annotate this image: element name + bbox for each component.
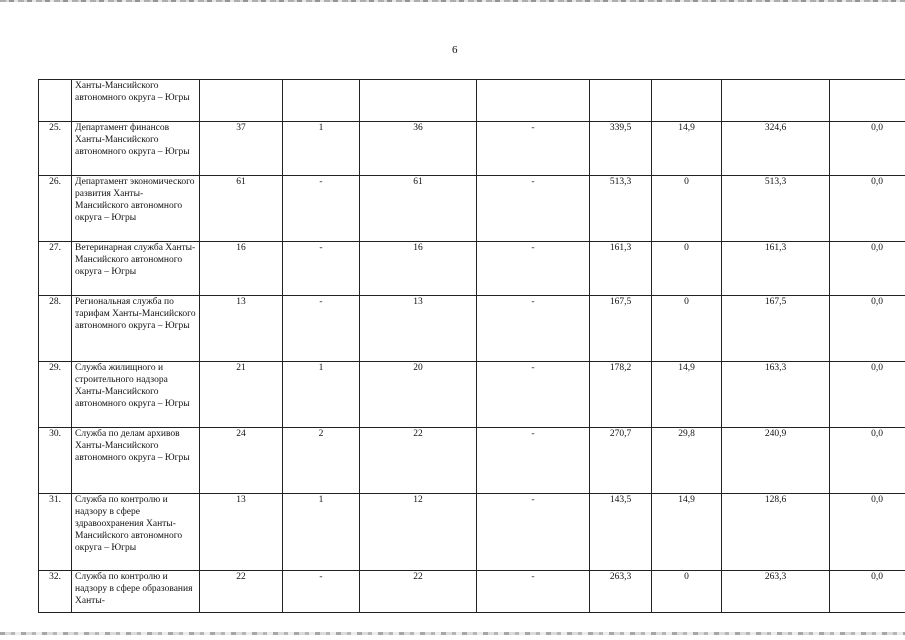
table-row — [39, 296, 905, 362]
value-cell-4: - — [477, 242, 590, 296]
organization-name-cell: Департамент экономического развития Ханты-Мансийского автономного округа – Югры — [72, 176, 200, 242]
scan-edge-top — [0, 0, 905, 2]
value-cell-1 — [200, 80, 283, 122]
value-cell-2: - — [283, 242, 360, 296]
value-cell-3: 22 — [360, 571, 477, 613]
table-row — [39, 362, 905, 428]
value-cell-1: 16 — [200, 242, 283, 296]
table-row — [39, 122, 905, 176]
value-cell-6: 0 — [652, 242, 722, 296]
value-cell-1: 13 — [200, 494, 283, 571]
organization-name-cell: Региональная служба по тарифам Ханты-Мансийского автономного округа – Югры — [72, 296, 200, 362]
table-row — [39, 80, 905, 122]
row-number-cell: 30. — [39, 428, 72, 494]
value-cell-5: 263,3 — [590, 571, 652, 613]
value-cell-3: 36 — [360, 122, 477, 176]
value-cell-7: 161,3 — [722, 242, 830, 296]
value-cell-3: 13 — [360, 296, 477, 362]
organization-name-cell: Служба по делам архивов Ханты-Мансийского автономного округа – Югры — [72, 428, 200, 494]
value-cell-7: 263,3 — [722, 571, 830, 613]
row-number-cell: 31. — [39, 494, 72, 571]
value-cell-1: 13 — [200, 296, 283, 362]
value-cell-6: 14,9 — [652, 362, 722, 428]
row-number-cell: 29. — [39, 362, 72, 428]
value-cell-1: 37 — [200, 122, 283, 176]
table-row — [39, 242, 905, 296]
organization-name-cell: Ветеринарная служба Ханты-Мансийского автономного округа – Югры — [72, 242, 200, 296]
value-cell-4: - — [477, 122, 590, 176]
value-cell-1: 21 — [200, 362, 283, 428]
value-cell-3: 61 — [360, 176, 477, 242]
value-cell-2: 1 — [283, 494, 360, 571]
value-cell-7: 167,5 — [722, 296, 830, 362]
value-cell-3: 20 — [360, 362, 477, 428]
value-cell-2: 1 — [283, 122, 360, 176]
value-cell-3: 22 — [360, 428, 477, 494]
value-cell-8: 0,0 — [830, 242, 905, 296]
value-cell-8: 0,0 — [830, 176, 905, 242]
organization-name-cell: Служба по контролю и надзору в сфере здравоохранения Ханты-Мансийского автономного округа – Югры — [72, 494, 200, 571]
value-cell-3: 16 — [360, 242, 477, 296]
value-cell-4: - — [477, 571, 590, 613]
value-cell-4: - — [477, 176, 590, 242]
value-cell-5: 161,3 — [590, 242, 652, 296]
value-cell-8: 0,0 — [830, 296, 905, 362]
row-number-cell: 32. — [39, 571, 72, 613]
value-cell-6: 14,9 — [652, 122, 722, 176]
value-cell-3: 12 — [360, 494, 477, 571]
value-cell-6 — [652, 80, 722, 122]
value-cell-4: - — [477, 296, 590, 362]
value-cell-7: 163,3 — [722, 362, 830, 428]
value-cell-5: 513,3 — [590, 176, 652, 242]
value-cell-6: 0 — [652, 176, 722, 242]
value-cell-8: 0,0 — [830, 362, 905, 428]
value-cell-7 — [722, 80, 830, 122]
value-cell-2 — [283, 80, 360, 122]
value-cell-6: 29,8 — [652, 428, 722, 494]
value-cell-1: 22 — [200, 571, 283, 613]
value-cell-6: 14,9 — [652, 494, 722, 571]
value-cell-5: 178,2 — [590, 362, 652, 428]
row-number-cell: 28. — [39, 296, 72, 362]
value-cell-8 — [830, 80, 905, 122]
value-cell-5 — [590, 80, 652, 122]
value-cell-4: - — [477, 494, 590, 571]
value-cell-2: - — [283, 571, 360, 613]
value-cell-1: 24 — [200, 428, 283, 494]
page-number: 6 — [452, 44, 458, 56]
value-cell-4: - — [477, 428, 590, 494]
value-cell-7: 324,6 — [722, 122, 830, 176]
row-number-cell: 25. — [39, 122, 72, 176]
value-cell-5: 167,5 — [590, 296, 652, 362]
value-cell-6: 0 — [652, 571, 722, 613]
organization-name-cell: Департамент финансов Ханты-Мансийского автономного округа – Югры — [72, 122, 200, 176]
row-number-cell — [39, 80, 72, 122]
value-cell-2: 2 — [283, 428, 360, 494]
scan-edge-bottom — [0, 632, 905, 635]
value-cell-7: 513,3 — [722, 176, 830, 242]
value-cell-5: 339,5 — [590, 122, 652, 176]
organization-name-cell: Ханты-Мансийского автономного округа – Югры — [72, 80, 200, 122]
table-row — [39, 571, 905, 613]
table-row — [39, 428, 905, 494]
table-body — [39, 80, 905, 613]
organization-name-cell: Служба по контролю и надзору в сфере образования Ханты- — [72, 571, 200, 613]
value-cell-8: 0,0 — [830, 122, 905, 176]
value-cell-7: 240,9 — [722, 428, 830, 494]
value-cell-1: 61 — [200, 176, 283, 242]
value-cell-4: - — [477, 362, 590, 428]
value-cell-3 — [360, 80, 477, 122]
value-cell-6: 0 — [652, 296, 722, 362]
value-cell-8: 0,0 — [830, 571, 905, 613]
value-cell-8: 0,0 — [830, 428, 905, 494]
value-cell-5: 143,5 — [590, 494, 652, 571]
value-cell-4 — [477, 80, 590, 122]
budget-staff-table — [38, 79, 905, 613]
organization-name-cell: Служба жилищного и строительного надзора Ханты-Мансийского автономного округа – Югры — [72, 362, 200, 428]
value-cell-2: 1 — [283, 362, 360, 428]
table-row — [39, 176, 905, 242]
value-cell-2: - — [283, 296, 360, 362]
value-cell-5: 270,7 — [590, 428, 652, 494]
value-cell-2: - — [283, 176, 360, 242]
table-row — [39, 494, 905, 571]
row-number-cell: 27. — [39, 242, 72, 296]
value-cell-7: 128,6 — [722, 494, 830, 571]
row-number-cell: 26. — [39, 176, 72, 242]
value-cell-8: 0,0 — [830, 494, 905, 571]
